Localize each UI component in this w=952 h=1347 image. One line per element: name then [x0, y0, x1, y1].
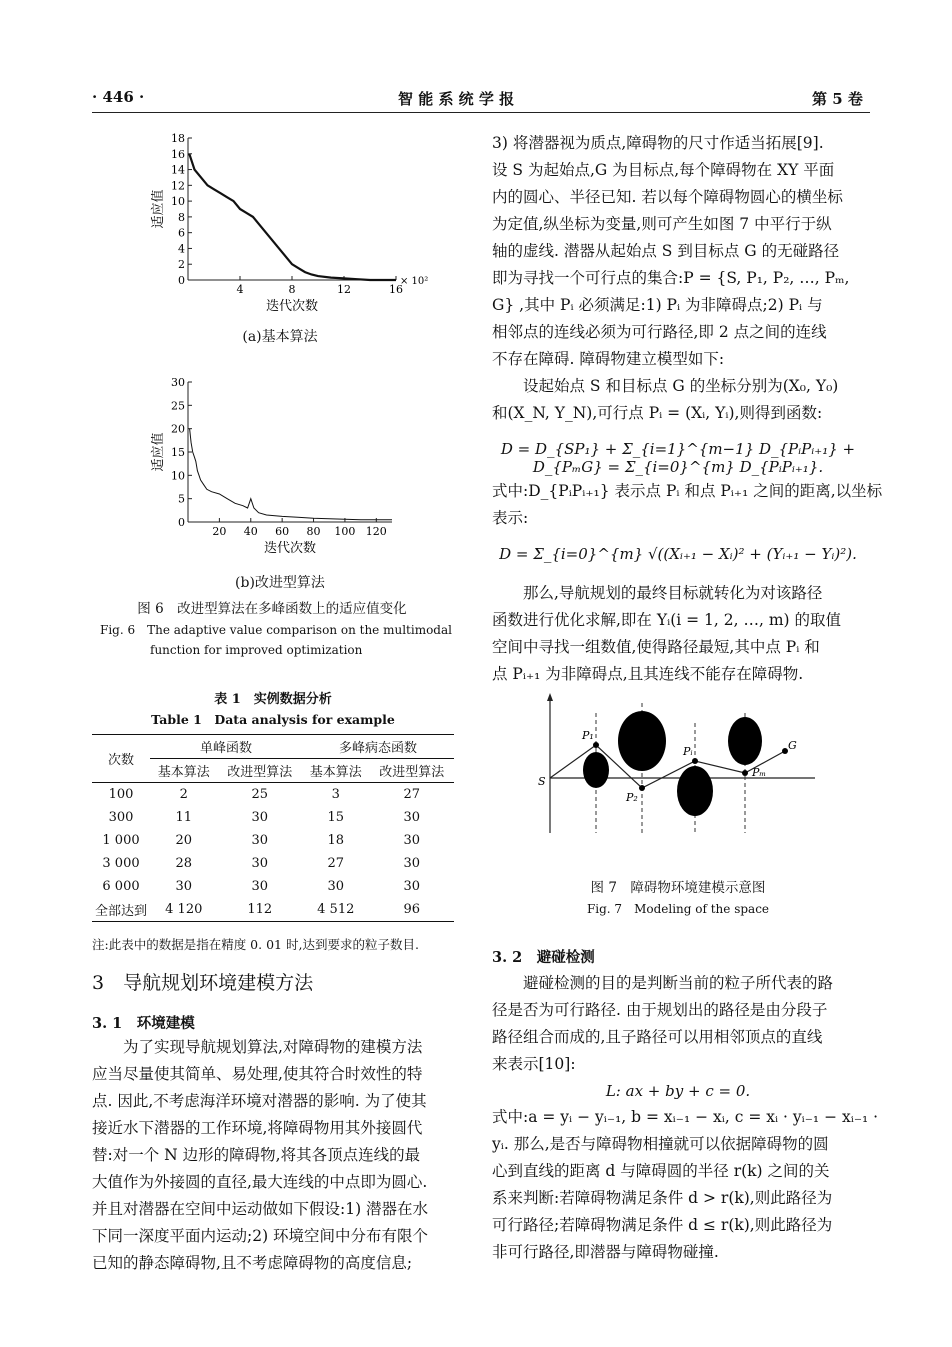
- y-tick-label: 15: [171, 446, 185, 459]
- table-cell: 27: [403, 787, 421, 802]
- table-cell: 30: [251, 879, 269, 894]
- x-axis-label: 迭代次数: [263, 541, 317, 556]
- table-cell: 30: [403, 856, 421, 871]
- fig6-caption-en-2: function for improved optimization: [150, 643, 363, 657]
- y-axis-label: 适应值: [151, 432, 166, 472]
- table-cell: 6 000: [102, 879, 140, 894]
- y-axis-label: 适应值: [151, 189, 166, 229]
- fig6a-caption: (a)基本算法: [242, 329, 318, 345]
- section3-title: 3 导航规划环境建模方法: [92, 972, 314, 994]
- table-cell: 30: [251, 833, 269, 848]
- path-point: [639, 785, 645, 791]
- y-tick-label: 10: [171, 195, 185, 209]
- x-tick-label: 12: [337, 283, 351, 296]
- label-S: S: [538, 775, 546, 788]
- text-line: 点 Pᵢ₊₁ 为非障碍点,且其连线不能存在障碍物.: [492, 665, 804, 683]
- y-tick-label: 14: [171, 163, 185, 177]
- fig6-caption-en-1: Fig. 6 The adaptive value comparison on the multimodal: [100, 623, 452, 637]
- fig7-diagram: [530, 693, 820, 833]
- label-P2: P₂: [626, 791, 638, 804]
- obstacle-3: [677, 766, 713, 816]
- text-line: 路径组合而成的,且子路径可以用相邻顶点的直线: [492, 1028, 823, 1046]
- y-tick-label: 16: [171, 147, 185, 161]
- text-line: 非可行路径,即潜器与障碍物碰撞.: [492, 1243, 719, 1261]
- table-group-multimodal: 多峰病态函数: [302, 735, 454, 759]
- y-tick-label: 8: [178, 210, 185, 224]
- x-tick-label: 60: [275, 525, 290, 538]
- text-line: 和(X_N, Y_N),可行点 Pᵢ = (Xᵢ, Yᵢ),则得到函数:: [492, 404, 823, 422]
- text-line: 径是否为可行路径. 由于规划出的路径是由分段子: [492, 1001, 828, 1019]
- text-line: 下同一深度平面内运动;2) 环境空间中分布有限个: [92, 1227, 429, 1245]
- section32-title: 3. 2 避碰检测: [492, 949, 595, 966]
- y-tick-label: 25: [171, 399, 185, 413]
- text-line: 已知的静态障碍物,且不考虑障碍物的高度信息;: [92, 1254, 413, 1272]
- right-para-4: [492, 580, 864, 688]
- label-Pm: Pₘ: [752, 766, 767, 779]
- path-point: [742, 770, 748, 776]
- text-line: 内的圆心、半径已知. 若以每个障碍物圆心的横坐标: [492, 188, 843, 206]
- table-subheader: 改进型算法: [218, 759, 302, 783]
- text-line: 式中:a = yᵢ − yᵢ₋₁, b = xᵢ₋₁ − xᵢ, c = xᵢ · yᵢ₋₁ − xᵢ₋₁ ·: [492, 1108, 879, 1126]
- table-row: [92, 852, 454, 875]
- text-line: 空间中寻找一组数值,使得路径最短,其中点 Pᵢ 和: [492, 638, 820, 656]
- text-line: 应当尽量使其简单、易处理,使其符合时效性的特: [92, 1065, 423, 1083]
- table-row-header: 次数: [92, 735, 150, 783]
- table-cell: 20: [175, 833, 193, 848]
- header-rule: [92, 112, 870, 113]
- x-axis-label: 迭代次数: [265, 299, 319, 314]
- equation-2: D = Σ_{i=0}^{m} √((Xᵢ₊₁ − Xᵢ)² + (Yᵢ₊₁ − Yᵢ)²).: [499, 545, 857, 563]
- y-tick-label: 18: [171, 132, 185, 145]
- table1-title-cn: 表 1 实例数据分析: [214, 692, 332, 707]
- table-row: [92, 875, 454, 898]
- path-point: [593, 742, 599, 748]
- x-tick-label: 120: [365, 525, 387, 538]
- y-tick-label: 30: [171, 376, 185, 389]
- path-point: [692, 758, 698, 764]
- text-line: 为了实现导航规划算法,对障碍物的建模方法: [123, 1038, 423, 1056]
- text-line: 设 S 为起始点,G 为目标点,每个障碍物在 XY 平面: [492, 161, 835, 179]
- table-cell: 全部达到: [92, 898, 150, 922]
- table-row: [92, 806, 454, 829]
- series-line: [190, 429, 392, 520]
- text-line: 大值作为外接圆的直径,最大连线的中点即为圆心.: [92, 1173, 428, 1191]
- y-tick-label: 10: [171, 469, 185, 483]
- table-cell: 30: [403, 810, 421, 825]
- text-line: G} ,其中 Pᵢ 必须满足:1) Pᵢ 为非障碍点;2) Pᵢ 与: [492, 296, 823, 314]
- right-para-5: [492, 970, 864, 1078]
- text-line: 来表示[10]:: [492, 1055, 576, 1073]
- table-cell: 30: [403, 879, 421, 894]
- fig6b-caption: (b)改进型算法: [235, 575, 325, 591]
- text-line: 相邻点的连线必须为可行路径,即 2 点之间的连线: [492, 323, 827, 341]
- table-cell: 30: [403, 833, 421, 848]
- table-cell: 2: [179, 787, 188, 802]
- table-cell: 30: [251, 810, 269, 825]
- obstacle-2: [618, 711, 666, 771]
- fig7-caption-cn: 图 7 障碍物环境建模示意图: [590, 880, 766, 896]
- label-G: G: [788, 739, 797, 752]
- text-line: 轴的虚线. 潜器从起始点 S 到目标点 G 的无碰路径: [492, 242, 840, 260]
- y-tick-label: 2: [178, 258, 185, 272]
- section31-body: [92, 1034, 458, 1277]
- table-cell: 300: [108, 810, 134, 825]
- table-cell: 4 120: [150, 898, 218, 922]
- text-line: 即为寻找一个可行点的集合:P = {S, P₁, P₂, …, Pₘ,: [492, 269, 850, 287]
- table-cell: 96: [370, 898, 454, 922]
- y-axis-arrow: [547, 693, 553, 701]
- y-tick-label: 6: [178, 226, 185, 240]
- fig6-caption-cn: 图 6 改进型算法在多峰函数上的适应值变化: [137, 601, 407, 617]
- journal-name: 智 能 系 统 学 报: [398, 90, 515, 108]
- text-line: 为定值,纵坐标为变量,则可产生如图 7 中平行于纵: [492, 215, 832, 233]
- text-line: 可行路径;若障碍物满足条件 d ≤ r(k),则此路径为: [492, 1216, 833, 1234]
- obstacle-4: [728, 717, 762, 765]
- right-para-6: [492, 1104, 879, 1266]
- obstacle-1: [583, 752, 609, 788]
- table-cell: 4 512: [302, 898, 370, 922]
- right-para-1: [492, 130, 864, 373]
- table-group-unimodal: 单峰函数: [150, 735, 302, 759]
- equation-1: D = D_{SP₁} + Σ_{i=1}^{m−1} D_{PᵢPᵢ₊₁} + D_{PₘG} = Σ_{i=0}^{m} D_{PᵢPᵢ₊₁}.: [500, 440, 856, 476]
- x-tick-label: 100: [334, 525, 356, 538]
- table-cell: 25: [251, 787, 269, 802]
- fig6a-chart: [120, 128, 450, 318]
- table-cell: 11: [175, 810, 193, 825]
- y-tick-label: 12: [171, 179, 185, 193]
- section31-title: 3. 1 环境建模: [92, 1015, 195, 1032]
- fig6b-chart: [120, 372, 450, 562]
- table-cell: 30: [175, 879, 193, 894]
- table-row: [92, 783, 454, 807]
- table-subheader: 基本算法: [302, 759, 370, 783]
- label-P1: P₁: [582, 729, 594, 742]
- text-line: yᵢ. 那么,是否与障碍物相撞就可以依据障碍物的圆: [492, 1135, 829, 1153]
- x-tick-label: 8: [288, 283, 296, 296]
- table-cell: 1 000: [102, 833, 140, 848]
- volume-label: 第 5 卷: [812, 90, 863, 108]
- text-line: 接近水下潜器的工作环境,将障碍物用其外接圆代: [92, 1119, 423, 1137]
- x-tick-label: 4: [236, 283, 244, 296]
- x-tick-label: 40: [243, 525, 258, 538]
- label-Pi: Pᵢ: [683, 745, 693, 758]
- text-line: 点. 因此,不考虑海洋环境对潜器的影响. 为了使其: [92, 1092, 427, 1110]
- text-line: 函数进行优化求解,即在 Yᵢ(i = 1, 2, …, m) 的取值: [492, 611, 842, 629]
- table-row: [92, 898, 454, 922]
- table-cell: 30: [327, 879, 345, 894]
- table-cell: 28: [175, 856, 193, 871]
- text-line: 避碰检测的目的是判断当前的粒子所代表的路: [523, 974, 834, 992]
- table-cell: 3 000: [102, 856, 140, 871]
- page-number: · 446 ·: [92, 88, 145, 106]
- table1: [92, 734, 454, 922]
- table-cell: 100: [108, 787, 134, 802]
- text-line: 不存在障碍. 障碍物建立模型如下:: [492, 350, 725, 368]
- y-tick-label: 0: [178, 274, 185, 287]
- text-line: 设起始点 S 和目标点 G 的坐标分别为(X₀, Y₀): [523, 377, 839, 395]
- y-tick-label: 4: [178, 242, 185, 256]
- x-tick-label: 80: [306, 525, 321, 538]
- text-line: 替:对一个 N 边形的障碍物,将其各顶点连线的最: [92, 1146, 421, 1164]
- y-tick-label: 0: [178, 516, 185, 529]
- equation-3: L: ax + by + c = 0.: [605, 1082, 751, 1100]
- table-cell: 30: [251, 856, 269, 871]
- text-line: 那么,导航规划的最终目标就转化为对该路径: [523, 584, 823, 602]
- right-para-2: [492, 373, 864, 427]
- text-line: 心到直线的距离 d 与障碍圆的半径 r(k) 之间的关: [492, 1162, 830, 1180]
- table1-note: 注:此表中的数据是指在精度 0. 01 时,达到要求的粒子数目.: [92, 937, 419, 952]
- text-line: 3) 将潜器视为质点,障碍物的尺寸作适当拓展[9].: [492, 134, 824, 152]
- x-tick-label: 20: [212, 525, 227, 538]
- text-line: 表示:: [492, 509, 529, 527]
- series-line: [189, 154, 396, 280]
- table1-title-en: Table 1 Data analysis for example: [151, 712, 395, 727]
- y-tick-label: 20: [171, 422, 185, 436]
- x-unit-label: × 10²: [400, 276, 429, 287]
- fig7-caption-en: Fig. 7 Modeling of the space: [586, 902, 770, 916]
- y-tick-label: 5: [178, 492, 185, 506]
- table-subheader: 改进型算法: [370, 759, 454, 783]
- x-tick-label: 16: [389, 283, 403, 296]
- text-line: 式中:D_{PᵢPᵢ₊₁} 表示点 Pᵢ 和点 Pᵢ₊₁ 之间的距离,以坐标: [492, 482, 883, 500]
- right-para-3: [492, 478, 883, 532]
- table-cell: 27: [327, 856, 345, 871]
- text-line: 并且对潜器在空间中运动做如下假设:1) 潜器在水: [92, 1200, 429, 1218]
- table-cell: 3: [331, 787, 340, 802]
- table-row: [92, 829, 454, 852]
- text-line: 系来判断:若障碍物满足条件 d > r(k),则此路径为: [492, 1189, 833, 1207]
- table-subheader: 基本算法: [150, 759, 218, 783]
- table-cell: 18: [327, 833, 345, 848]
- table-cell: 112: [218, 898, 302, 922]
- table-cell: 15: [327, 810, 345, 825]
